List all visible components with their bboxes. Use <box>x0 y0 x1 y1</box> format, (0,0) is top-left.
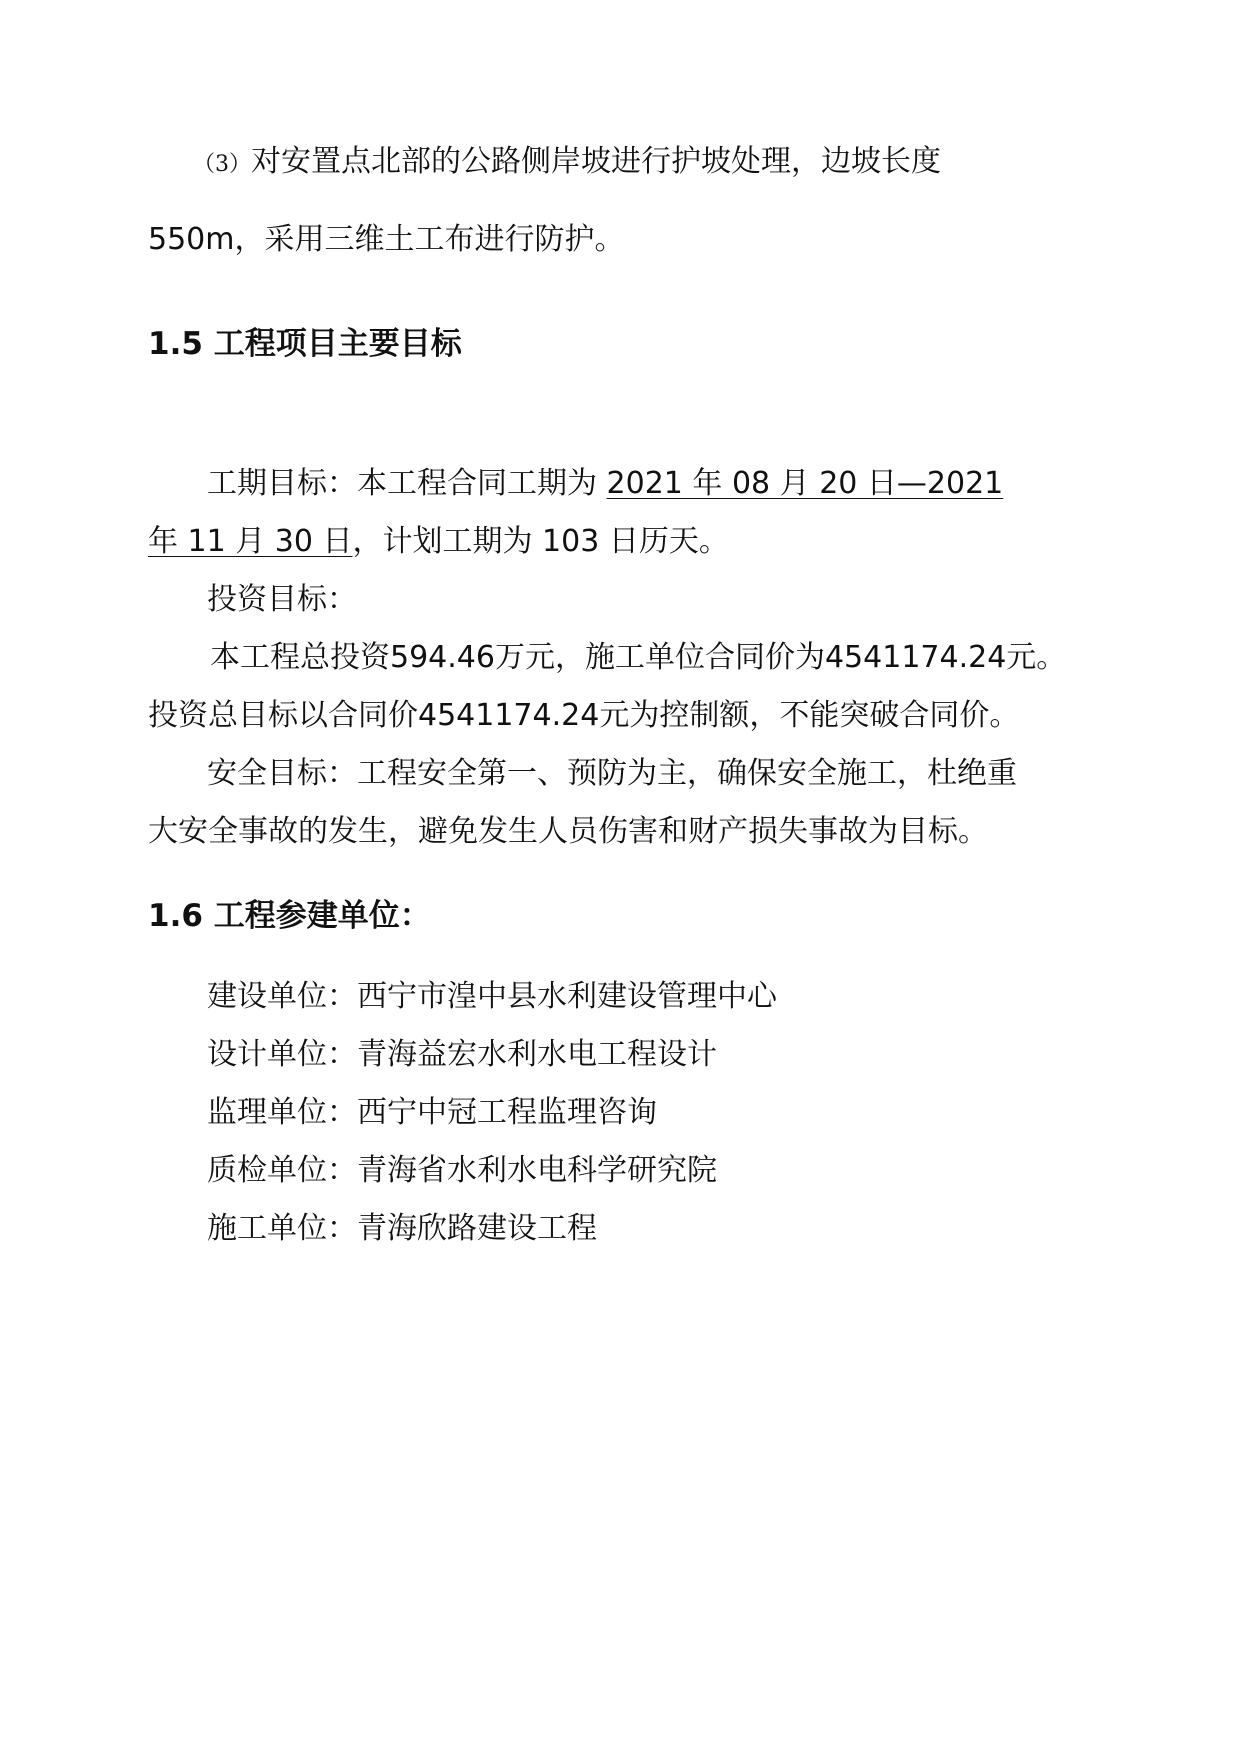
unit-quality-inspection: 质检单位：青海省水利水电科学研究院 <box>207 1153 717 1188</box>
schedule-prefix: 工期目标：本工程合同工期为 <box>207 466 607 501</box>
safety-line-1: 安全目标：工程安全第一、预防为主，确保安全施工，杜绝重 <box>207 756 1017 791</box>
item3-line-1 <box>193 142 941 185</box>
safety-line-2: 大安全事故的发生，避免发生人员伤害和财产损失事故为目标。 <box>148 814 988 849</box>
schedule-suffix: ，计划工期为 103 日历天。 <box>352 524 729 559</box>
item3-marker: （3） <box>193 152 251 177</box>
schedule-line-2 <box>148 522 729 562</box>
schedule-line-1 <box>207 464 1003 504</box>
investment-label: 投资目标： <box>207 582 357 617</box>
item3-text: 对安置点北部的公路侧岸坡进行护坡处理，边坡长度 <box>251 144 941 179</box>
item3-line-2: 550m，采用三维土工布进行防护。 <box>148 222 625 257</box>
investment-line-2: 投资总目标以合同价4541174.24元为控制额，不能突破合同价。 <box>148 698 1020 733</box>
schedule-date-part1: 2021 年 08 月 20 日—2021 <box>606 466 1004 501</box>
unit-contractor: 施工单位：青海欣路建设工程 <box>207 1211 597 1246</box>
unit-design: 设计单位：青海益宏水利水电工程设计 <box>207 1037 717 1072</box>
section-1-5-heading: 1.5 工程项目主要目标 <box>148 326 462 362</box>
unit-supervision: 监理单位：西宁中冠工程监理咨询 <box>207 1095 657 1130</box>
unit-construction-owner: 建设单位：西宁市湟中县水利建设管理中心 <box>207 979 777 1014</box>
investment-line-1: 本工程总投资594.46万元，施工单位合同价为4541174.24元。 <box>210 640 1067 675</box>
section-1-6-heading: 1.6 工程参建单位： <box>148 898 431 934</box>
schedule-date-part2: 年 11 月 30 日 <box>148 524 353 559</box>
